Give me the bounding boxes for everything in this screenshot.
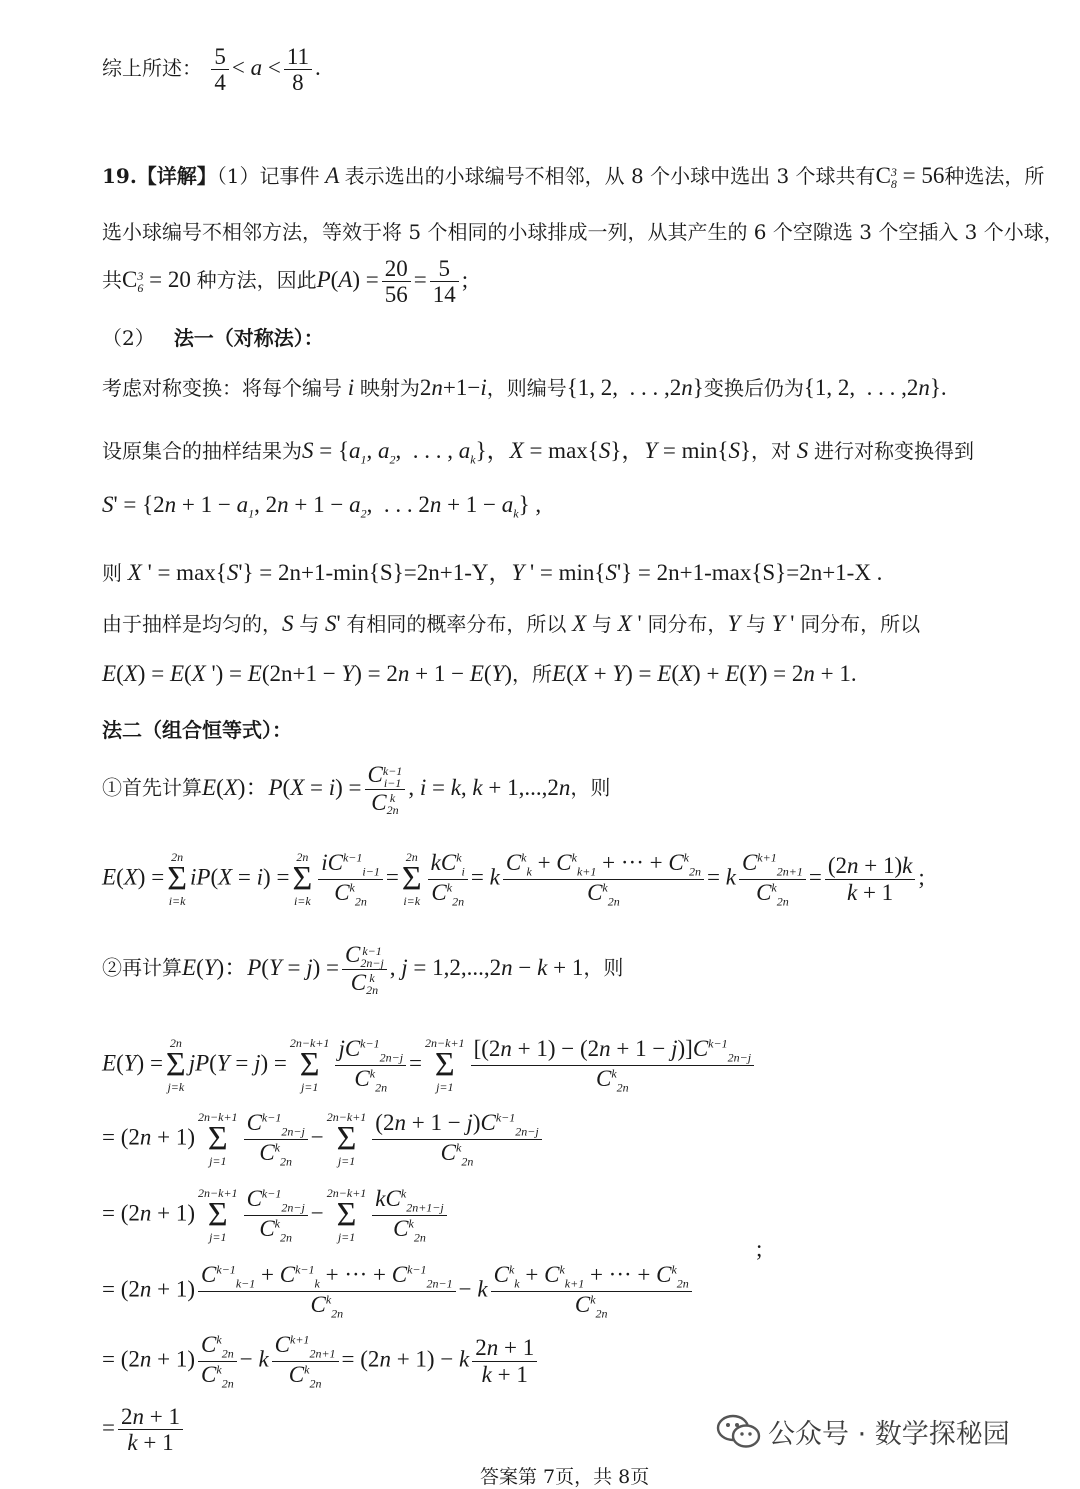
summary-label: 综上所述： [102,56,202,81]
text-run: 同分布，所以 [800,612,921,636]
text-run: ，对 [751,439,791,463]
m2-ey-step3: = (2n + 1) 2n−k+1 Σ j=1 $\frac{C^{k-1}_{2n-j}}{C^k_{2n}}$ − 2n−k+1 Σ j=1 $\frac{kC^k_{2n+1-j}}{C^k_{2n}}$ [102,1186,450,1245]
math: {1, 2, . . . ,2n}. [803,375,947,400]
text-run: 则 [102,561,122,585]
math: S' [325,611,347,636]
text-run: ②再计算 [102,955,182,980]
math-c83: C 3 8 = 56 [875,163,945,191]
method2-title: 法二（组合恒等式）： [102,718,292,742]
math: E(X)：P(X = i) = C k−1 i−1 C k 2n , i = k, k + 1,...,2n [202,762,571,818]
text-run: ，则编号 [486,376,567,400]
m2-line1 [102,762,610,816]
math: Y ' [771,611,801,636]
semicolon-mark: ; [756,1236,763,1261]
math: 2n+1−i [419,375,487,400]
p19-line3 [102,256,468,308]
part2-heading [102,322,324,351]
page-footer: 答案第 7页，共 8页 [480,1466,650,1488]
m2-ey-step6: = $\frac{2n + 1}{k + 1}$ [102,1404,186,1456]
text-run: 变换后仍为 [703,376,804,400]
math: S [791,438,814,463]
m2-line2 [102,942,623,996]
text-run: 表示选出的小球编号不相邻，从 8 个小球中选出 3 个球共有 [344,164,876,188]
text-run: 考虑对称变换：将每个编号 [102,376,342,400]
m1-line3: $S' = \{2n + 1 - a_1$, $2n + 1 - a_2$, . . . $2n + 1 - a_k$} , [102,492,542,521]
text-run: 选小球编号不相邻方法，等效于将 5 个相同的小球排成一列，从其产生的 6 个空隙选 3 个空插入 3 个小球， [102,220,1064,244]
math: X [566,611,592,636]
math: X ' = max{S'} = 2n+1-min{S}=2n+1-Y，Y ' = min{S'} = 2n+1-max{S}=2n+1-X . [127,560,883,585]
part-label: （2） [102,326,155,350]
text-run: 设原集合的抽样结果为 [102,439,302,463]
watermark-text: 公众号 · 数学探秘园 [768,1419,1010,1450]
m2-ex-formula: E(X) = 2n Σ i=k iP(X = i) = 2n Σ i=k $\frac{iC^{k-1}_{i-1}}{C^k_{2n}}$ = 2n Σ i=k $\frac{kC^k_i}{C^k_{2n}}$ = k $\frac{C^k_k + C^k_{k+1} + \cdot\cdot\cdot + C^k_{2n}}{C^k_{2n}}$ = k $\frac{C^{k+1}_{2n+1}}{C^k_{2n}}$ = $\frac{(2n + 1)k}{k + 1}$ ; [102,850,925,909]
m1-line1 [102,372,947,401]
math-c63: C 3 6 = 20 [122,267,197,295]
text-run: 与 [299,612,320,636]
text-run: 映射为 [359,376,420,400]
summary-line [102,44,321,96]
math: X ' [617,611,648,636]
math: E(X) = E(X ') = E(2n+1 − Y) = 2n + 1 − E(Y) [102,661,513,686]
problem-number: 19. [102,164,137,188]
text-run: （1）记事件 [216,164,320,188]
math-A: A [319,163,345,188]
text-run: ，所 [512,662,553,686]
text-run: 有相同的概率分布，所以 [346,612,567,636]
text-run: 由于抽样是均匀的， [102,612,282,636]
text-run: ①首先计算 [102,775,202,800]
text-run: 进行对称变换得到 [814,439,974,463]
text-run: ，则 [583,955,624,980]
p19-line1 [102,160,1044,190]
math: E(X + Y) = E(X) + E(Y) = 2n + 1. [552,661,857,686]
text-run: 同分布， [647,612,728,636]
p19-line2 [102,216,1064,245]
math: Y [727,611,746,636]
watermark [716,1412,1010,1458]
m2-ey-step2: = (2n + 1) 2n−k+1 Σ j=1 $\frac{C^{k-1}_{2n-j}}{C^k_{2n}}$ − 2n−k+1 Σ j=1 $\frac{(2n + 1 - j)C^{k-1}_{2n-j}}{C^k_{2n}}$ [102,1110,545,1169]
m1-line4 [102,554,882,587]
m1-line6 [102,658,857,687]
math-PA: P(A) = $\frac{20}{56}$ = $\frac{5}{14}$ ; [316,256,469,308]
text-run: 种选法，所 [944,164,1045,188]
math: E(Y)：P(Y = j) = C k−1 2n−j C k 2n , j = 1,2,...,2n − k + 1 [182,942,584,998]
wechat-icon [716,1413,762,1458]
m2-ey-step4: = (2n + 1) $\frac{C^{k-1}_{k-1} + C^{k-1}_k + \cdot\cdot\cdot + C^{k-1}_{2n-1}}{C^k_{2n}}$ − k $\frac{C^k_k + C^k_{k+1} + \cdot\cdot\cdot + C^k_{2n}}{C^k_{2n}}$ [102,1262,695,1321]
text-run: 与 [591,612,612,636]
math: $S = \{a_1$, $a_2$, . . . , $a_k$}，X = max{S}，Y = min{S} [302,438,751,467]
text-run: ，则 [570,775,611,800]
math: i [342,375,360,400]
text-run: 种方法，因此 [196,268,317,293]
m2-ey-step5: = (2n + 1) $\frac{C^k_{2n}}{C^k_{2n}}$ − k $\frac{C^{k+1}_{2n+1}}{C^k_{2n}}$ = (2n + 1) − k $\frac{2n + 1}{k + 1}$ [102,1332,540,1391]
text-run: 与 [745,612,766,636]
summary-formula: $\frac{5}{4}$ < a < $\frac{11}{8}$ . [208,55,320,80]
detail-tag: 【详解】 [136,164,217,188]
m1-line5 [102,608,920,637]
m1-line2 [102,432,974,468]
math: {1, 2, . . . ,2n} [566,375,704,400]
m2-ey-step1: E(Y) = 2n Σ j=k jP(Y = j) = 2n−k+1 Σ j=1 $\frac{jC^{k-1}_{2n-j}}{C^k_{2n}}$ = 2n−k+1 Σ j=1 $\frac{[(2n + 1) - (2n + 1 - j)]C^{k-1}_{2n-j}}{C^k_{2n}}$ [102,1036,757,1095]
math: S [282,611,300,636]
text-run: 共 [102,268,122,293]
method1-title: 法一（对称法）： [173,326,324,350]
